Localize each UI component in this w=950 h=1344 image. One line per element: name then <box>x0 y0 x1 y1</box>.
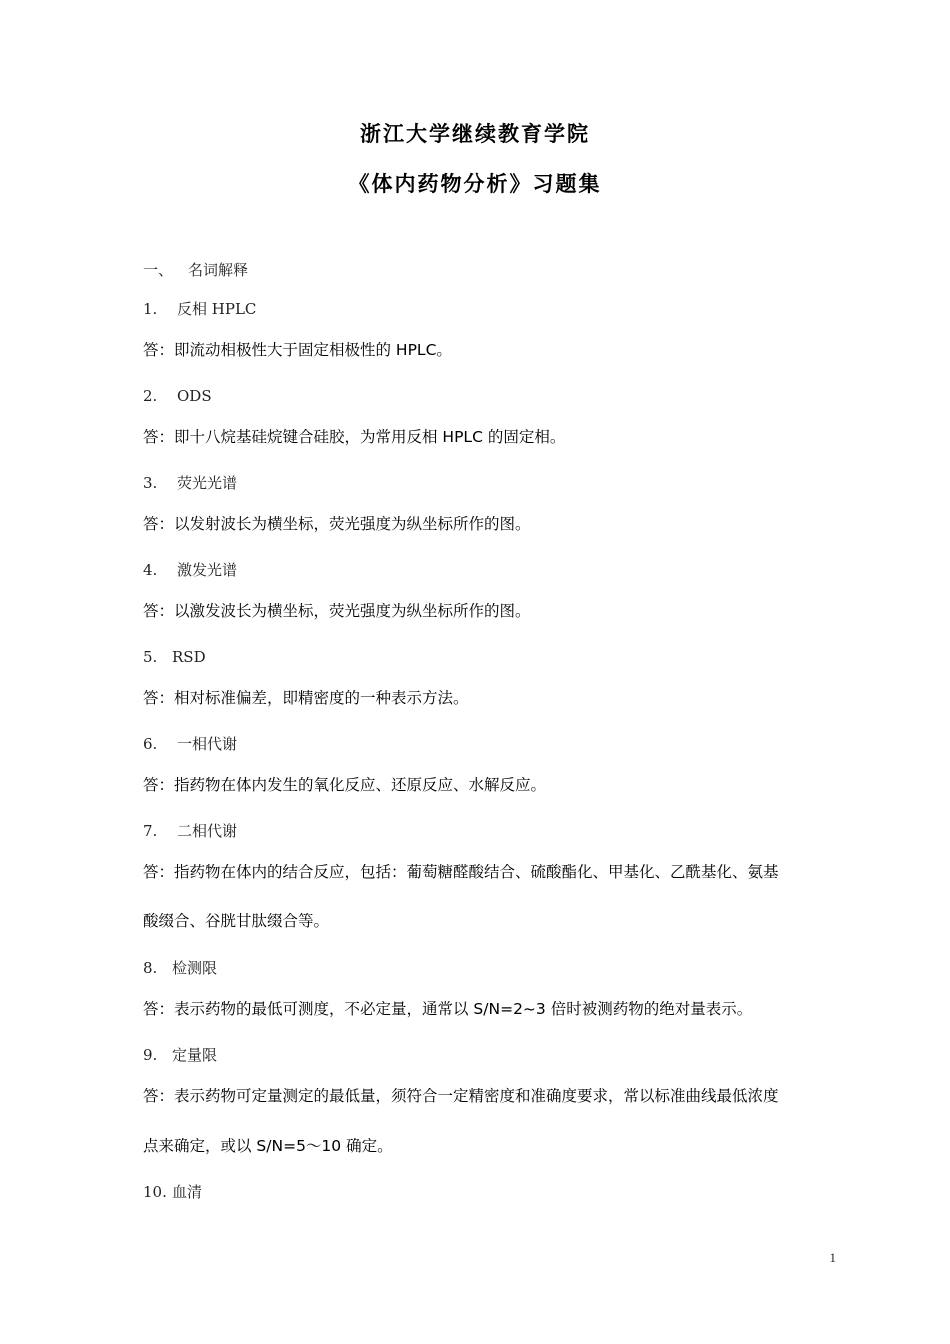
term-text: 检测限 <box>172 959 218 977</box>
term-text: 血清 <box>172 1183 203 1201</box>
term-number: 3. <box>143 474 158 492</box>
term-text: 激发光谱 <box>177 561 238 579</box>
term-text: 一相代谢 <box>177 735 238 753</box>
term-item <box>143 558 237 582</box>
term-text: RSD <box>172 648 206 666</box>
answer-text-continued: 点来确定，或以 S/N=5～10 确定。 <box>143 1137 393 1155</box>
book-title: 《体内药物分析》习题集 <box>348 172 602 196</box>
term-number: 6. <box>143 735 158 753</box>
answer-text: 答：表示药物的最低可测度，不必定量，通常以 S/N=2~3 倍时被测药物的绝对量表示。 <box>143 1000 753 1018</box>
term-text: 反相 HPLC <box>177 300 257 318</box>
term-text: 二相代谢 <box>177 822 238 840</box>
term-item <box>143 384 212 408</box>
term-number: 9. <box>143 1046 158 1064</box>
term-number: 10. <box>143 1183 167 1201</box>
institution-title: 浙江大学继续教育学院 <box>360 122 590 146</box>
term-number: 5. <box>143 648 158 666</box>
term-number: 7. <box>143 822 158 840</box>
answer-text: 答：指药物在体内的结合反应，包括：葡萄糖醛酸结合、硫酸酯化、甲基化、乙酰基化、氨基 <box>143 863 779 881</box>
answer-text: 答：相对标准偏差，即精密度的一种表示方法。 <box>143 689 469 707</box>
term-text: ODS <box>177 387 212 405</box>
term-text: 荧光光谱 <box>177 474 238 492</box>
term-item <box>143 732 237 756</box>
term-item <box>143 471 237 495</box>
answer-text: 答：以激发波长为横坐标，荧光强度为纵坐标所作的图。 <box>143 602 531 620</box>
section-heading <box>143 258 248 282</box>
term-item <box>143 1180 202 1204</box>
term-item <box>143 1043 217 1067</box>
term-text: 定量限 <box>172 1046 218 1064</box>
term-number: 4. <box>143 561 158 579</box>
answer-text-continued: 酸缀合、谷胱甘肽缀合等。 <box>143 912 330 930</box>
answer-text: 答：指药物在体内发生的氧化反应、还原反应、水解反应。 <box>143 776 547 794</box>
page-number: 1 <box>829 1250 836 1265</box>
section-number: 一、 <box>143 261 174 279</box>
term-item <box>143 819 237 843</box>
term-number: 1. <box>143 300 158 318</box>
answer-text: 答：即十八烷基硅烷键合硅胶，为常用反相 HPLC 的固定相。 <box>143 428 566 446</box>
answer-text: 答：即流动相极性大于固定相极性的 HPLC。 <box>143 341 452 359</box>
section-title: 名词解释 <box>188 261 249 279</box>
term-number: 8. <box>143 959 158 977</box>
term-item <box>143 645 206 669</box>
term-item <box>143 956 217 980</box>
answer-text: 答：表示药物可定量测定的最低量，须符合一定精密度和准确度要求，常以标准曲线最低浓度 <box>143 1087 779 1105</box>
term-number: 2. <box>143 387 158 405</box>
answer-text: 答：以发射波长为横坐标，荧光强度为纵坐标所作的图。 <box>143 515 531 533</box>
term-item <box>143 297 256 321</box>
